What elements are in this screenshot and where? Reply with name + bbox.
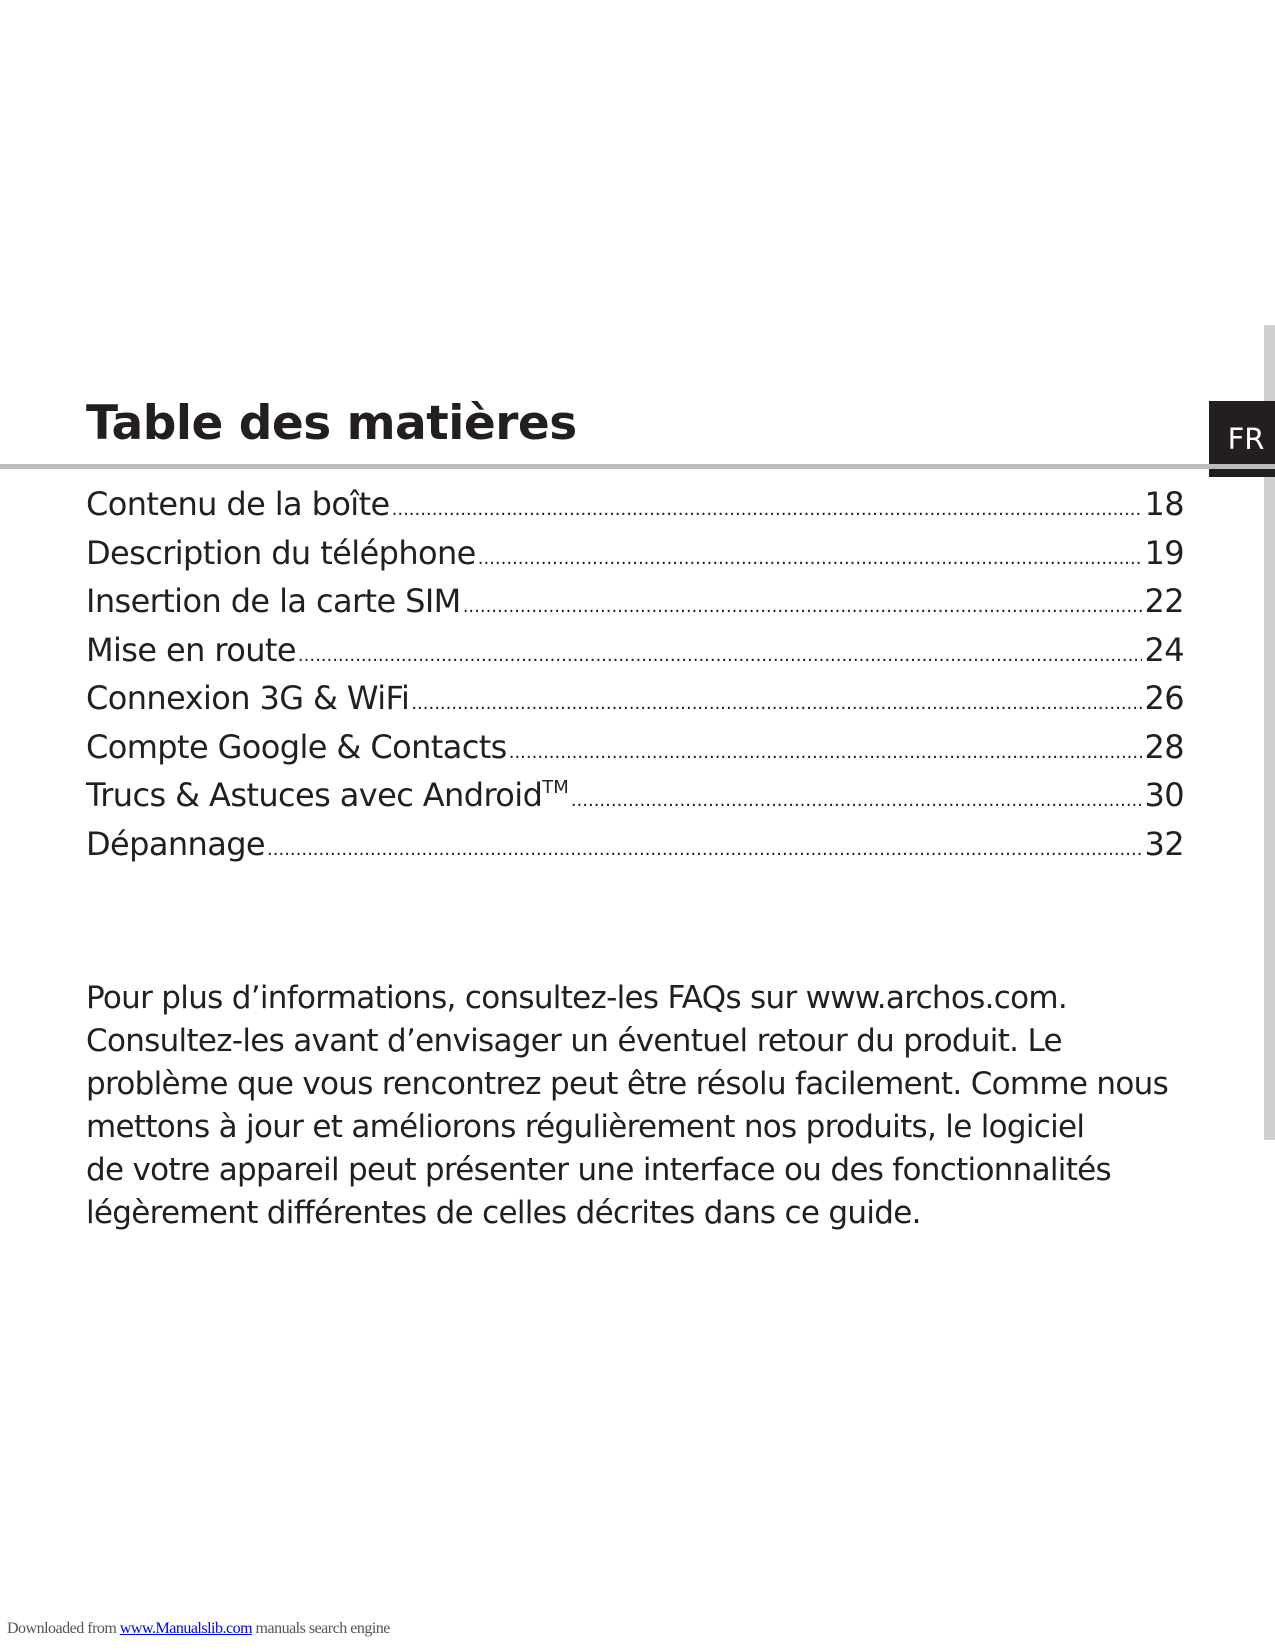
info-paragraph [86, 977, 1206, 1235]
trademark-superscript: TM [542, 777, 569, 798]
toc-entry-label: Trucs & Astuces avec Android™ [86, 776, 569, 814]
info-line: Pour plus d’informations, consultez-les FAQs sur www.archos.com. [86, 980, 1068, 1016]
toc-dot-leader [463, 583, 1143, 632]
language-tab: FR [1209, 401, 1275, 477]
toc-page-number: 28 [1144, 727, 1184, 766]
toc-page-number: 30 [1144, 776, 1184, 814]
title-divider [0, 464, 1275, 469]
toc-dot-leader [411, 680, 1142, 729]
toc-entry-label: Contenu de la boîte [86, 485, 390, 523]
toc-entry-description[interactable] [86, 529, 1184, 578]
toc-page-number: 19 [1144, 533, 1184, 572]
toc-entry-contenu[interactable] [86, 480, 1184, 529]
info-line: légèrement différentes de celles décrites dans ce guide. [86, 1195, 921, 1231]
toc-page-number: 26 [1144, 679, 1184, 717]
toc-entry-connexion[interactable] [86, 674, 1184, 723]
manualslib-link[interactable]: www.Manualslib.com [119, 1620, 253, 1637]
toc-entry-label: Description du téléphone [86, 533, 476, 572]
toc-entry-label: Insertion de la carte SIM [86, 582, 461, 620]
toc-entry-label: Connexion 3G & WiFi [86, 679, 410, 717]
toc-dot-leader [392, 486, 1143, 535]
toc-entry-depannage[interactable] [86, 820, 1184, 869]
toc-dot-leader [509, 729, 1143, 778]
toc-page-number: 22 [1144, 582, 1184, 620]
toc-entry-trucs-astuces[interactable] [86, 771, 1184, 820]
info-line: de votre appareil peut présenter une interface ou des fonctionnalités [86, 1152, 1111, 1188]
info-line: problème que vous rencontrez peut être résolu facilement. Comme nous [86, 1066, 1169, 1102]
footer-suffix: manuals search engine [252, 1620, 390, 1637]
download-footer [7, 1620, 390, 1638]
info-line: Consultez-les avant d’envisager un éventuel retour du produit. Le [86, 1023, 1062, 1059]
toc-dot-leader [298, 632, 1143, 681]
page-title: Table des matières [86, 396, 577, 451]
toc-dot-leader [478, 535, 1143, 584]
toc-entry-label: Dépannage [86, 824, 266, 863]
table-of-contents [86, 480, 1184, 868]
toc-dot-leader [267, 826, 1142, 875]
toc-page-number: 32 [1144, 824, 1184, 863]
footer-prefix: Downloaded from [7, 1620, 120, 1637]
toc-dot-leader [571, 777, 1143, 826]
toc-entry-label: Compte Google & Contacts [86, 727, 507, 766]
toc-entry-insertion[interactable] [86, 577, 1184, 626]
toc-page-number: 24 [1144, 630, 1184, 669]
toc-entry-compte-google[interactable] [86, 723, 1184, 772]
toc-entry-label: Mise en route [86, 630, 296, 669]
info-line: mettons à jour et améliorons régulièrement nos produits, le logiciel [86, 1109, 1085, 1145]
toc-entry-mise-en-route[interactable] [86, 626, 1184, 675]
toc-page-number: 18 [1144, 485, 1184, 523]
